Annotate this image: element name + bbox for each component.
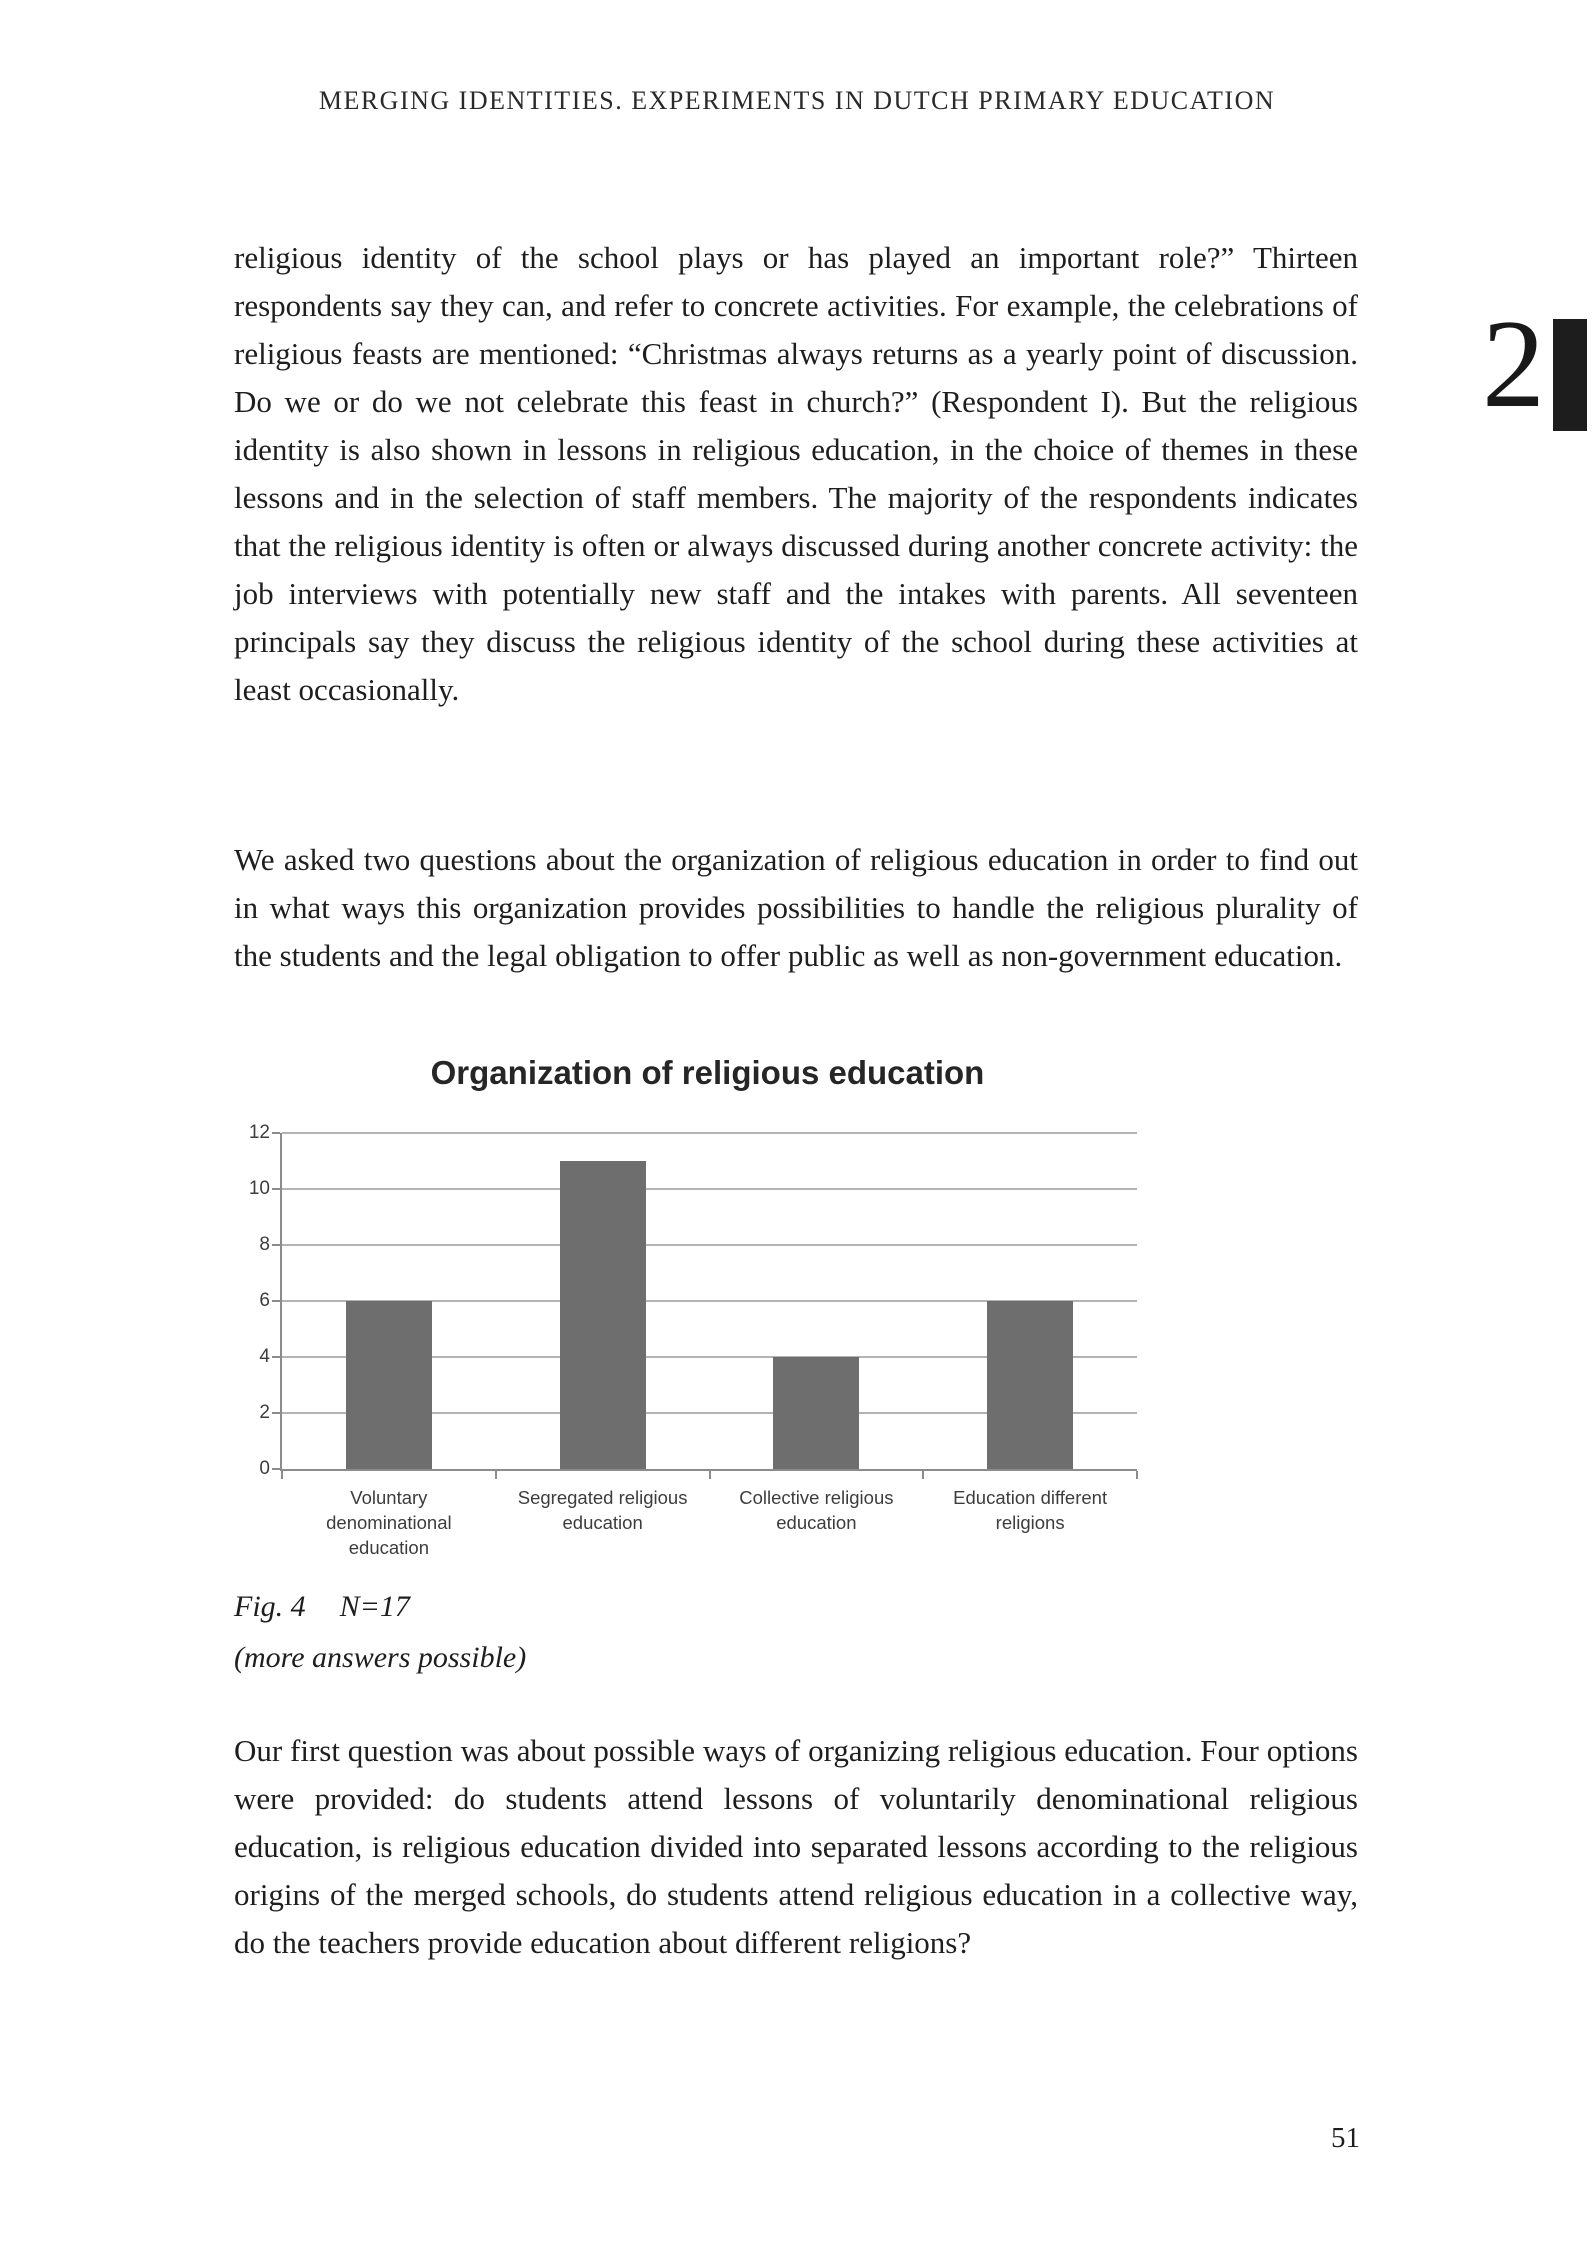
x-axis-category-label: Segregated religious education xyxy=(517,1487,688,1533)
bar-2 xyxy=(560,1161,646,1469)
running-header: MERGING IDENTITIES. EXPERIMENTS IN DUTCH PRIMARY EDUCATION xyxy=(318,86,1276,115)
y-axis-tick xyxy=(272,1300,280,1302)
x-axis-tick xyxy=(709,1471,711,1479)
chapter-number: 2 xyxy=(1482,295,1545,434)
y-axis-tick-label: 8 xyxy=(259,1234,270,1255)
paragraph-first-question: Our first question was about possible ways of organizing religious education. Four options were provided: do students attend lessons of voluntarily denominational religious education, is religious education divided into separated lessons according to the religious origins of the merged schools, do students attend religious education in a collective way, do the teachers provide education about different religions? xyxy=(234,1733,1358,1960)
y-axis-tick xyxy=(272,1188,280,1190)
y-axis-tick-label: 10 xyxy=(248,1178,270,1199)
x-axis-category-label: Education different religions xyxy=(953,1487,1108,1533)
figure-caption-note: (more answers possible) xyxy=(234,1641,527,1674)
chapter-tab-bar xyxy=(1553,319,1587,431)
chart-gridline xyxy=(282,1132,1137,1134)
y-axis-tick xyxy=(272,1412,280,1414)
y-axis-tick xyxy=(272,1356,280,1358)
x-axis-tick xyxy=(1136,1471,1138,1479)
figure-caption-n: N=17 xyxy=(339,1590,410,1623)
figure-caption xyxy=(234,1585,410,1629)
x-axis-tick xyxy=(922,1471,924,1479)
bar-1 xyxy=(346,1301,432,1469)
bar-4 xyxy=(987,1301,1073,1469)
y-axis-tick xyxy=(272,1244,280,1246)
y-axis-tick-label: 2 xyxy=(259,1402,270,1423)
x-axis-tick xyxy=(281,1471,283,1479)
bar-chart-figure xyxy=(0,1040,1594,1610)
x-axis-tick xyxy=(495,1471,497,1479)
x-axis-category-label: Voluntary denominational education xyxy=(326,1487,452,1558)
y-axis-tick-label: 4 xyxy=(259,1346,270,1367)
x-axis-category-label: Collective religious education xyxy=(739,1487,894,1533)
chart-plot-area xyxy=(248,1122,1137,1558)
y-axis-tick-label: 0 xyxy=(259,1458,270,1479)
chart-gridline xyxy=(282,1244,1137,1246)
chart-gridline xyxy=(282,1188,1137,1190)
chart-title: Organization of religious education xyxy=(430,1054,985,1091)
y-axis-tick-label: 6 xyxy=(259,1290,270,1311)
paragraph-religious-identity: religious identity of the school plays or has played an important role?” Thirteen respondents say they can, and refer to concrete activities. For example, the celebrations of religious feasts are mentioned: “Christmas always returns as a yearly point of discussion. Do we or do we not celebrate this feast in church?” (Respondent I). But the religious identity is also shown in lessons in religious education, in the choice of themes in these lessons and in the selection of staff members. The majority of the respondents indicates that the religious identity is often or always discussed during another concrete activity: the job interviews with potentially new staff and the intakes with parents. All seventeen principals say they discuss the religious identity of the school during these activities at least occasionally. xyxy=(234,240,1358,707)
page-number: 51 xyxy=(1331,2122,1360,2154)
y-axis-tick-label: 12 xyxy=(248,1122,270,1143)
y-axis-tick xyxy=(272,1468,280,1470)
y-axis-tick xyxy=(272,1132,280,1134)
bar-3 xyxy=(773,1357,859,1469)
paragraph-two-questions: We asked two questions about the organization of religious education in order to find out in what ways this organization provides possibilities to handle the religious plurality of the students and the legal obligation to offer public as well as non-government education. xyxy=(234,842,1358,973)
figure-caption-label: Fig. 4 xyxy=(234,1590,306,1623)
